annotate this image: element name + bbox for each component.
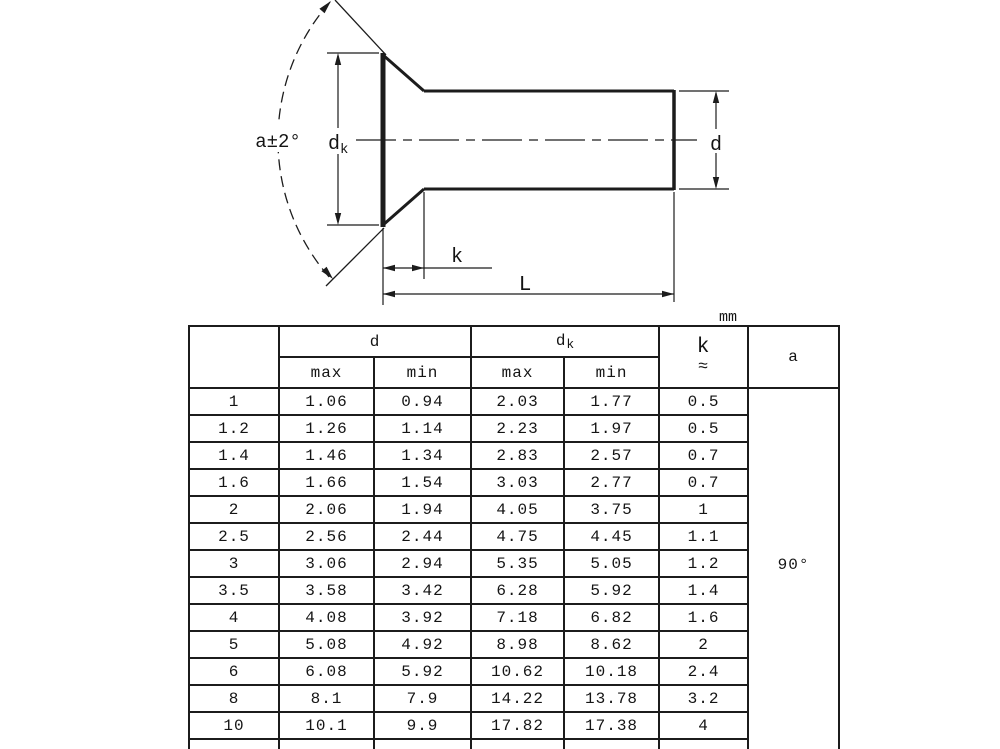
table-row xyxy=(189,442,839,469)
cell-dk_min: 1.97 xyxy=(564,415,659,442)
dk-min-header: min xyxy=(564,357,659,388)
cell-empty xyxy=(659,739,748,749)
cell-empty xyxy=(471,739,564,749)
cell-d_min: 2.94 xyxy=(374,550,471,577)
cell-k: 0.7 xyxy=(659,442,748,469)
dimension-table xyxy=(188,325,840,749)
cell-d_max: 1.46 xyxy=(279,442,374,469)
cell-size: 1.6 xyxy=(189,469,279,496)
d-section-header: d xyxy=(279,326,471,357)
cell-dk_max: 6.28 xyxy=(471,577,564,604)
cell-d_min: 7.9 xyxy=(374,685,471,712)
cell-size: 1.2 xyxy=(189,415,279,442)
table-row xyxy=(189,658,839,685)
cell-d_max: 5.08 xyxy=(279,631,374,658)
cell-dk_min: 6.82 xyxy=(564,604,659,631)
table-row xyxy=(189,496,839,523)
table-row xyxy=(189,712,839,739)
head-height-dim-label: k xyxy=(450,246,464,269)
cell-d_max: 10.1 xyxy=(279,712,374,739)
angle-value-cell: 90° xyxy=(748,388,839,749)
table-header-row-1 xyxy=(189,326,839,357)
angle-dim-label: a±2° xyxy=(255,131,301,153)
cell-dk_max: 2.83 xyxy=(471,442,564,469)
cell-d_min: 9.9 xyxy=(374,712,471,739)
cell-k: 2.4 xyxy=(659,658,748,685)
cell-k: 1.4 xyxy=(659,577,748,604)
angle-dimension xyxy=(243,0,386,286)
cell-d_max: 2.06 xyxy=(279,496,374,523)
cell-empty xyxy=(564,739,659,749)
a-column-header: a xyxy=(748,326,839,388)
cell-dk_max: 10.62 xyxy=(471,658,564,685)
cell-d_min: 2.44 xyxy=(374,523,471,550)
cell-d_max: 8.1 xyxy=(279,685,374,712)
d-min-header: min xyxy=(374,357,471,388)
cell-dk_min: 13.78 xyxy=(564,685,659,712)
cell-d_min: 1.34 xyxy=(374,442,471,469)
cell-dk_max: 5.35 xyxy=(471,550,564,577)
cell-size: 1.4 xyxy=(189,442,279,469)
table-row xyxy=(189,685,839,712)
cell-dk_min: 5.05 xyxy=(564,550,659,577)
cell-size: 4 xyxy=(189,604,279,631)
cell-dk_max: 3.03 xyxy=(471,469,564,496)
cell-dk_max: 8.98 xyxy=(471,631,564,658)
cell-dk_min: 2.57 xyxy=(564,442,659,469)
cell-empty xyxy=(374,739,471,749)
table-row xyxy=(189,604,839,631)
cell-d_min: 5.92 xyxy=(374,658,471,685)
cell-d_max: 2.56 xyxy=(279,523,374,550)
table-row xyxy=(189,415,839,442)
dk-max-header: max xyxy=(471,357,564,388)
cell-dk_min: 17.38 xyxy=(564,712,659,739)
table-row xyxy=(189,523,839,550)
cell-d_max: 3.58 xyxy=(279,577,374,604)
cell-dk_min: 2.77 xyxy=(564,469,659,496)
cell-dk_min: 8.62 xyxy=(564,631,659,658)
cell-dk_max: 2.23 xyxy=(471,415,564,442)
cell-dk_max: 17.82 xyxy=(471,712,564,739)
cell-d_min: 3.42 xyxy=(374,577,471,604)
cell-d_max: 1.66 xyxy=(279,469,374,496)
cell-d_max: 6.08 xyxy=(279,658,374,685)
cell-d_min: 0.94 xyxy=(374,388,471,415)
cell-k: 3.2 xyxy=(659,685,748,712)
cell-d_min: 1.54 xyxy=(374,469,471,496)
cell-dk_max: 7.18 xyxy=(471,604,564,631)
size-column-header xyxy=(189,326,279,388)
cell-dk_max: 2.03 xyxy=(471,388,564,415)
table-row xyxy=(189,577,839,604)
shank-diameter-dim-label: d xyxy=(709,134,723,157)
cell-k: 1.1 xyxy=(659,523,748,550)
cell-dk_max: 14.22 xyxy=(471,685,564,712)
cell-size: 3.5 xyxy=(189,577,279,604)
length-dim-label: L xyxy=(518,274,532,297)
cell-k: 0.5 xyxy=(659,415,748,442)
cell-dk_min: 10.18 xyxy=(564,658,659,685)
cell-dk_min: 4.45 xyxy=(564,523,659,550)
cell-k: 1 xyxy=(659,496,748,523)
cell-k: 1.6 xyxy=(659,604,748,631)
cell-size: 2 xyxy=(189,496,279,523)
cell-k: 1.2 xyxy=(659,550,748,577)
cell-empty xyxy=(279,739,374,749)
table-row xyxy=(189,631,839,658)
cell-k: 0.7 xyxy=(659,469,748,496)
cell-dk_min: 3.75 xyxy=(564,496,659,523)
cell-size: 1 xyxy=(189,388,279,415)
k-column-header: k ≈ xyxy=(659,326,748,388)
head-diameter-dim-label: $d_k$ xyxy=(328,133,349,158)
unit-label: mm xyxy=(718,309,738,326)
cell-d_max: 3.06 xyxy=(279,550,374,577)
cell-size: 3 xyxy=(189,550,279,577)
cell-d_min: 1.14 xyxy=(374,415,471,442)
table-row xyxy=(189,388,839,415)
cell-d_max: 4.08 xyxy=(279,604,374,631)
cell-k: 2 xyxy=(659,631,748,658)
approx-symbol: ≈ xyxy=(697,358,710,378)
cell-dk_min: 1.77 xyxy=(564,388,659,415)
table-row xyxy=(189,469,839,496)
cell-size: 10 xyxy=(189,712,279,739)
rivet-technical-drawing xyxy=(0,0,1000,330)
cell-d_max: 1.26 xyxy=(279,415,374,442)
cell-dk_max: 4.75 xyxy=(471,523,564,550)
cell-k: 0.5 xyxy=(659,388,748,415)
cell-d_max: 1.06 xyxy=(279,388,374,415)
table-row xyxy=(189,550,839,577)
cell-size: 8 xyxy=(189,685,279,712)
cell-dk_max: 4.05 xyxy=(471,496,564,523)
cell-size: 6 xyxy=(189,658,279,685)
dk-section-header: $d_k$ xyxy=(471,326,659,357)
d-max-header: max xyxy=(279,357,374,388)
head-height-dimension xyxy=(383,192,492,279)
cell-k: 4 xyxy=(659,712,748,739)
cell-dk_min: 5.92 xyxy=(564,577,659,604)
cell-d_min: 1.94 xyxy=(374,496,471,523)
cell-d_min: 4.92 xyxy=(374,631,471,658)
cell-empty xyxy=(189,739,279,749)
table-row-partial xyxy=(189,739,839,749)
cell-d_min: 3.92 xyxy=(374,604,471,631)
cell-size: 2.5 xyxy=(189,523,279,550)
cell-size: 5 xyxy=(189,631,279,658)
